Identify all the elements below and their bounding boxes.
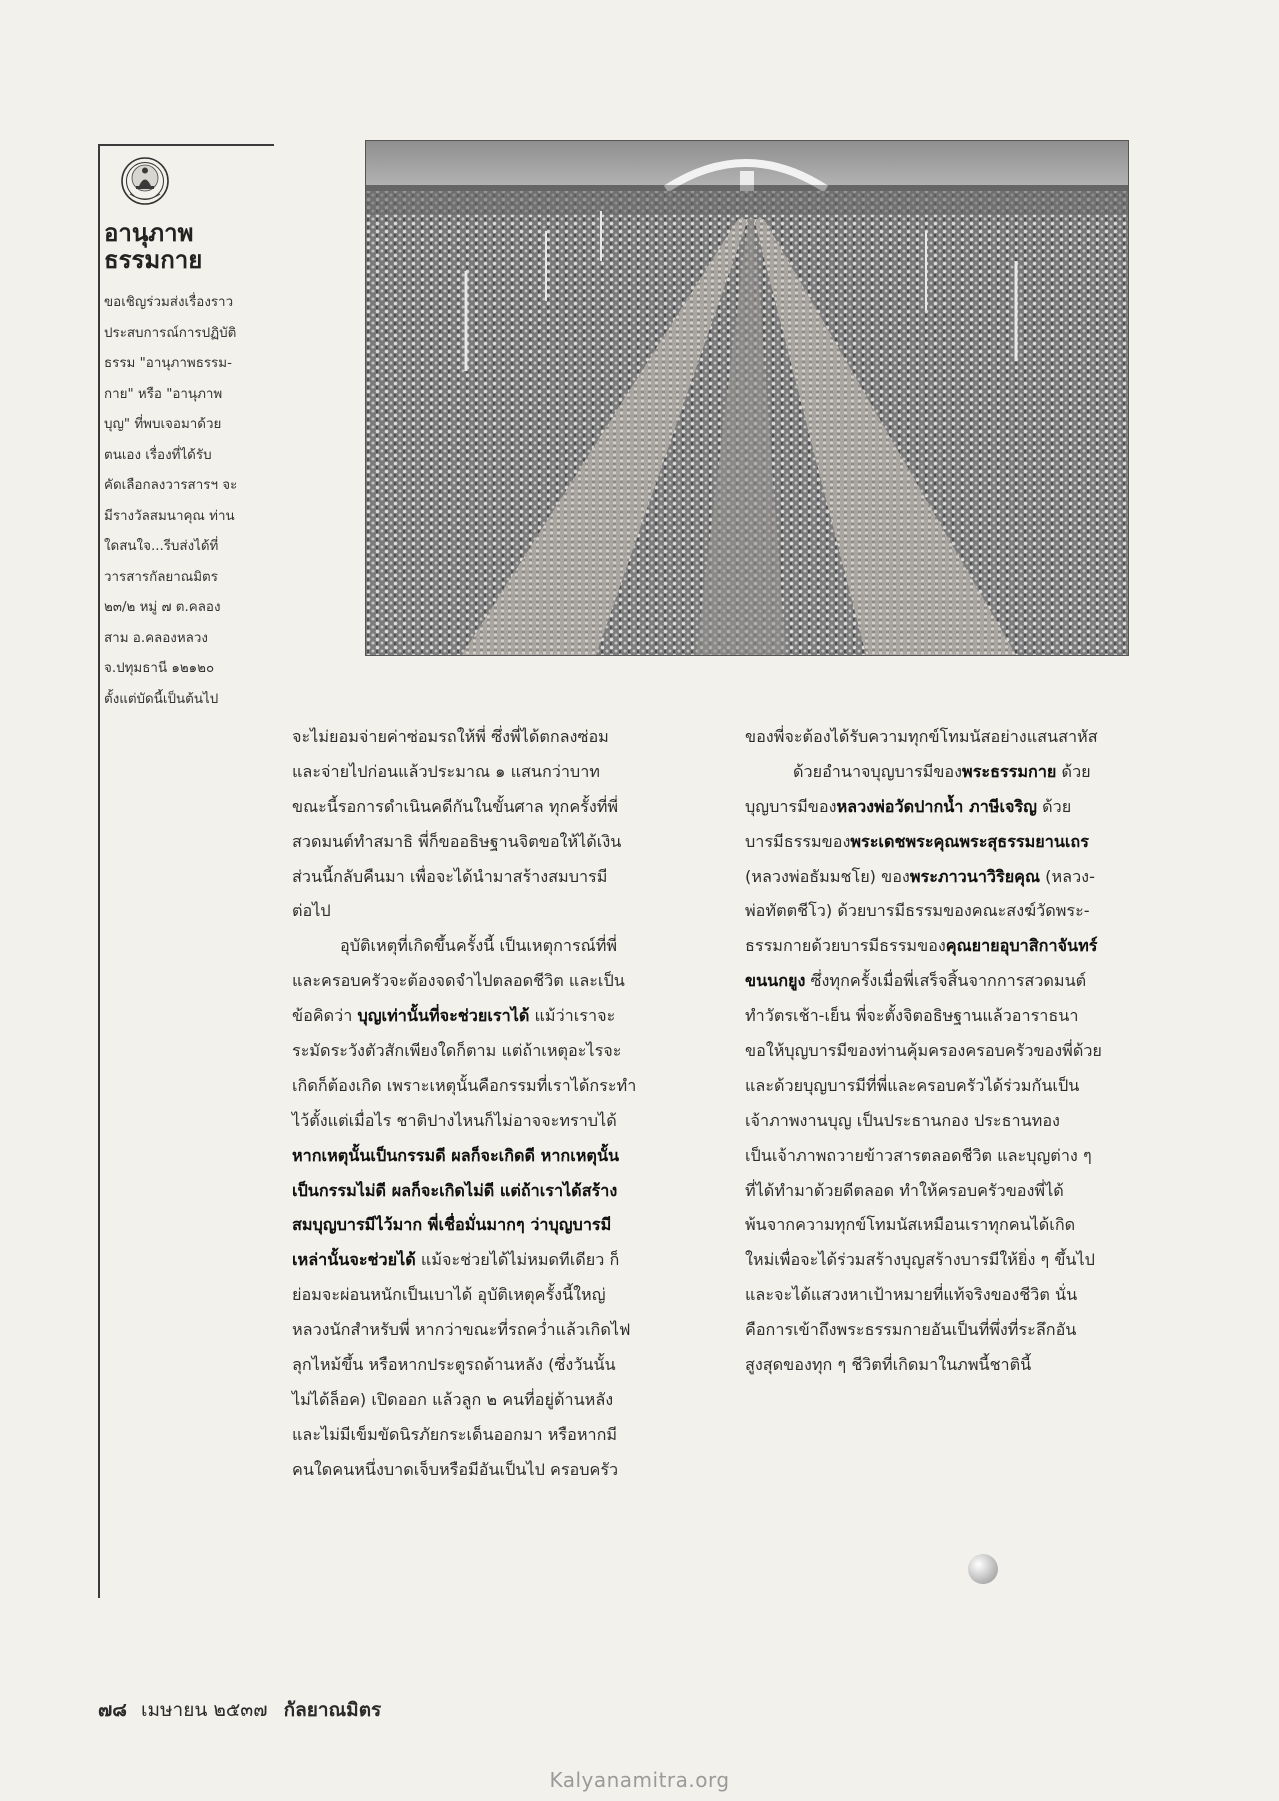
sidebar-body-line: วารสารกัลยาณมิตร bbox=[104, 569, 218, 585]
text-run: และจ่ายไปก่อนแล้วประมาณ ๑ แสนกว่าบาท bbox=[292, 761, 600, 781]
text-run: ระมัดระวังตัวสักเพียงใดก็ตาม แต่ถ้าเหตุอะไรจะ bbox=[292, 1041, 622, 1061]
article-line bbox=[745, 1348, 1203, 1383]
text-run: ที่ได้ทำมาด้วยดีตลอด ทำให้ครอบครัวของพี่ได้ bbox=[745, 1180, 1064, 1200]
sidebar-body bbox=[104, 288, 270, 715]
article-line bbox=[745, 1313, 1203, 1348]
text-run: ไม่ได้ล็อค) เปิดออก แล้วลูก ๒ คนที่อยู่ด้านหลัง bbox=[292, 1389, 614, 1409]
sidebar-body-line: ธรรม "อานุภาพธรรม- bbox=[104, 356, 232, 371]
sidebar-title-line: อานุภาพ bbox=[104, 219, 194, 247]
text-run: ธรรมกายด้วยบารมีธรรมของ bbox=[745, 936, 946, 956]
article-line bbox=[745, 720, 1203, 755]
article-line bbox=[292, 999, 740, 1034]
sidebar-body-line: มีรางวัลสมนาคุณ ท่าน bbox=[104, 508, 235, 524]
text-run: พ้นจากความทุกข์โทมนัสเหมือนเราทุกคนได้เกิด bbox=[745, 1215, 1076, 1235]
text-run: ขณะนี้รอการดำเนินคดีกันในขั้นศาล ทุกครั้งที่พี่ bbox=[292, 796, 619, 816]
article-line bbox=[292, 1174, 740, 1209]
article-line bbox=[745, 1174, 1203, 1209]
text-run: ของพี่จะต้องได้รับความทุกข์โทมนัสอย่างแสนสาหัส bbox=[745, 727, 1098, 746]
text-run: สวดมนต์ทำสมาธิ พี่ก็ขออธิษฐานจิตขอให้ได้เงิน bbox=[292, 831, 622, 851]
sidebar-body-line: บุญ" ที่พบเจอมาด้วย bbox=[104, 417, 222, 432]
article-line bbox=[292, 1313, 740, 1348]
article-line bbox=[292, 1104, 740, 1139]
text-run: (หลวง- bbox=[1040, 866, 1095, 886]
bold-text: สมบุญบารมีไว้มาก พี่เชื่อมั่นมากๆ ว่าบุญบารมี bbox=[292, 1215, 612, 1235]
sidebar-body-line: ตั้งแต่บัดนี้เป็นต้นไป bbox=[104, 691, 219, 707]
article-line bbox=[745, 1069, 1203, 1104]
text-run: ลุกไหม้ขึ้น หรือหากประตูรถด้านหลัง (ซึ่งวันนั้น bbox=[292, 1355, 616, 1375]
text-run: ด้วย bbox=[1056, 761, 1091, 781]
text-run: สูงสุดของทุก ๆ ชีวิตที่เกิดมาในภพนี้ชาตินี้ bbox=[745, 1355, 1032, 1375]
bold-text: หากเหตุนั้นเป็นกรรมดี ผลก็จะเกิดดี หากเหตุนั้น bbox=[292, 1145, 620, 1165]
text-run: และครอบครัวจะต้องจดจำไปตลอดชีวิต และเป็น bbox=[292, 971, 625, 991]
sidebar-body-line: ๒๓/๒ หมู่ ๗ ต.คลอง bbox=[104, 600, 221, 615]
article-line bbox=[292, 1383, 740, 1418]
article-line bbox=[292, 1418, 740, 1453]
decorative-orb-icon bbox=[966, 1552, 1000, 1586]
monks-procession-image bbox=[366, 141, 1128, 655]
article-line bbox=[292, 1208, 740, 1243]
text-run: แม้จะช่วยได้ไม่หมดทีเดียว ก็ bbox=[415, 1250, 620, 1270]
article-line bbox=[292, 860, 740, 895]
text-run: เจ้าภาพงานบุญ เป็นประธานกอง ประธานทอง bbox=[745, 1110, 1060, 1130]
article-line bbox=[292, 929, 740, 964]
sidebar-body-line: สาม อ.คลองหลวง bbox=[104, 630, 208, 646]
text-run: ด้วย bbox=[1036, 796, 1072, 816]
article-line bbox=[292, 755, 740, 790]
article-line bbox=[745, 894, 1203, 929]
article-line bbox=[745, 1104, 1203, 1139]
sidebar-box bbox=[98, 144, 274, 1598]
text-run: เป็นเจ้าภาพถวายข้าวสารตลอดชีวิต และบุญต่าง ๆ bbox=[745, 1145, 1092, 1165]
text-run: พ่อทัตตชีโว) ด้วยบารมีธรรมของคณะสงฆ์วัดพระ- bbox=[745, 901, 1090, 921]
bold-text: เป็นกรรมไม่ดี ผลก็จะเกิดไม่ดี แต่ถ้าเราได้สร้าง bbox=[292, 1180, 618, 1200]
text-run: และไม่มีเข็มขัดนิรภัยกระเด็นออกมา หรือหากมี bbox=[292, 1424, 618, 1444]
bold-text: พระภาวนาวิริยคุณ bbox=[909, 866, 1041, 886]
text-run: หลวงนักสำหรับพี่ หากว่าขณะที่รถคว่ำแล้วเกิดไฟ bbox=[292, 1320, 631, 1340]
page-number: ๗๘ bbox=[98, 1699, 127, 1721]
article-line bbox=[745, 755, 1203, 790]
text-run: (หลวงพ่อธัมมชโย) ของ bbox=[745, 866, 910, 886]
article-line bbox=[745, 1243, 1203, 1278]
page-footer bbox=[98, 1695, 381, 1725]
text-run: ข้อคิดว่า bbox=[292, 1006, 358, 1026]
text-run: ย่อมจะผ่อนหนักเป็นเบาได้ อุบัติเหตุครั้งนี้ใหญ่ bbox=[292, 1285, 606, 1305]
sidebar-body-line: กาย" หรือ "อานุภาพ bbox=[104, 386, 223, 402]
text-run: คือการเข้าถึงพระธรรมกายอันเป็นที่พึ่งที่ระลึกอัน bbox=[745, 1320, 1077, 1340]
sidebar-title bbox=[104, 220, 270, 274]
article-line bbox=[292, 825, 740, 860]
text-run: ส่วนนี้กลับคืนมา เพื่อจะได้นำมาสร้างสมบารมี bbox=[292, 866, 608, 886]
bold-text: บุญเท่านั้นที่จะช่วยเราได้ bbox=[357, 1006, 530, 1026]
article-line bbox=[292, 1348, 740, 1383]
sidebar-body-line: ประสบการณ์การปฏิบัติ bbox=[104, 325, 237, 341]
bold-text: พระธรรมกาย bbox=[962, 761, 1057, 781]
article-line bbox=[292, 894, 740, 929]
text-run: แม้ว่าเราจะ bbox=[529, 1006, 616, 1026]
text-run: ขอให้บุญบารมีของท่านคุ้มครองครอบครัวของพี่ด้วย bbox=[745, 1041, 1102, 1061]
text-run: และจะได้แสวงหาเป้าหมายที่แท้จริงของชีวิต นั่น bbox=[745, 1285, 1078, 1305]
text-run: ด้วยอำนาจบุญบารมีของ bbox=[793, 761, 963, 781]
bold-text: พระเดชพระคุณพระสุธรรมยานเถร bbox=[850, 831, 1089, 851]
sidebar-title-line: ธรรมกาย bbox=[104, 246, 203, 274]
bold-text: คุณยายอุบาสิกาจันทร์ bbox=[945, 936, 1098, 956]
text-run: บารมีธรรมของ bbox=[745, 831, 851, 851]
article-line bbox=[292, 1278, 740, 1313]
bold-text: เหล่านั้นจะช่วยได้ bbox=[292, 1250, 416, 1270]
text-run: บุญบารมีของ bbox=[745, 796, 837, 816]
article-column-right bbox=[745, 720, 1203, 1383]
article-line bbox=[745, 1139, 1203, 1174]
article-line bbox=[745, 929, 1203, 964]
article-line bbox=[745, 860, 1203, 895]
sidebar-body-line: ใดสนใจ...รีบส่งได้ที่ bbox=[104, 539, 219, 554]
article-line bbox=[745, 825, 1203, 860]
text-run: และด้วยบุญบารมีที่พี่และครอบครัวได้ร่วมกันเป็น bbox=[745, 1075, 1080, 1095]
sidebar-body-line: ขอเชิญร่วมส่งเรื่องราว bbox=[104, 295, 234, 310]
article-line bbox=[292, 1453, 740, 1488]
text-run: ต่อไป bbox=[292, 901, 331, 921]
article-line bbox=[292, 790, 740, 825]
article-line bbox=[745, 790, 1203, 825]
dharma-emblem-icon bbox=[120, 156, 170, 206]
sidebar-body-line: จ.ปทุมธานี ๑๒๑๒๐ bbox=[104, 661, 215, 676]
text-run: เกิดก็ต้องเกิด เพราะเหตุนั้นคือกรรมที่เราได้กระทำ bbox=[292, 1075, 637, 1095]
article-line bbox=[292, 1034, 740, 1069]
article-line bbox=[292, 964, 740, 999]
article-line bbox=[745, 1208, 1203, 1243]
article-line bbox=[745, 1034, 1203, 1069]
article-line bbox=[745, 964, 1203, 999]
article-column-left bbox=[292, 720, 740, 1488]
issue-date: เมษายน ๒๕๓๗ bbox=[141, 1699, 268, 1721]
magazine-name: กัลยาณมิตร bbox=[283, 1699, 382, 1721]
article-line bbox=[745, 1278, 1203, 1313]
article-line bbox=[292, 720, 740, 755]
text-run: ใหม่เพื่อจะได้ร่วมสร้างบุญสร้างบารมีให้ยิ่ง ๆ ขึ้นไป bbox=[745, 1250, 1095, 1270]
article-line bbox=[292, 1139, 740, 1174]
bold-text: หลวงพ่อวัดปากน้ำ ภาษีเจริญ bbox=[836, 796, 1037, 816]
text-run: ทำวัตรเช้า-เย็น พี่จะตั้งจิตอธิษฐานแล้วอาราธนา bbox=[745, 1006, 1079, 1026]
text-run: จะไม่ยอมจ่ายค่าซ่อมรถให้พี่ ซึ่งพี่ได้ตกลงซ่อม bbox=[292, 727, 609, 746]
watermark: Kalyanamitra.org bbox=[549, 1768, 730, 1792]
ceremony-photo bbox=[365, 140, 1129, 656]
article-line bbox=[745, 999, 1203, 1034]
sidebar-body-line: ตนเอง เรื่องที่ได้รับ bbox=[104, 447, 212, 463]
sidebar-body-line: คัดเลือกลงวารสารฯ จะ bbox=[104, 478, 238, 493]
article-line bbox=[292, 1243, 740, 1278]
text-run: ไว้ตั้งแต่เมื่อไร ชาติปางไหนก็ไม่อาจจะทราบได้ bbox=[292, 1110, 617, 1130]
bold-text: ขนนกยูง bbox=[745, 971, 806, 991]
text-run: ซึ่งทุกครั้งเมื่อพี่เสร็จสิ้นจากการสวดมนต์ bbox=[805, 971, 1087, 991]
article-line bbox=[292, 1069, 740, 1104]
text-run: คนใดคนหนึ่งบาดเจ็บหรือมีอันเป็นไป ครอบครัว bbox=[292, 1459, 619, 1479]
text-run: อุบัติเหตุที่เกิดขึ้นครั้งนี้ เป็นเหตุการณ์ที่พี่ bbox=[340, 936, 618, 956]
